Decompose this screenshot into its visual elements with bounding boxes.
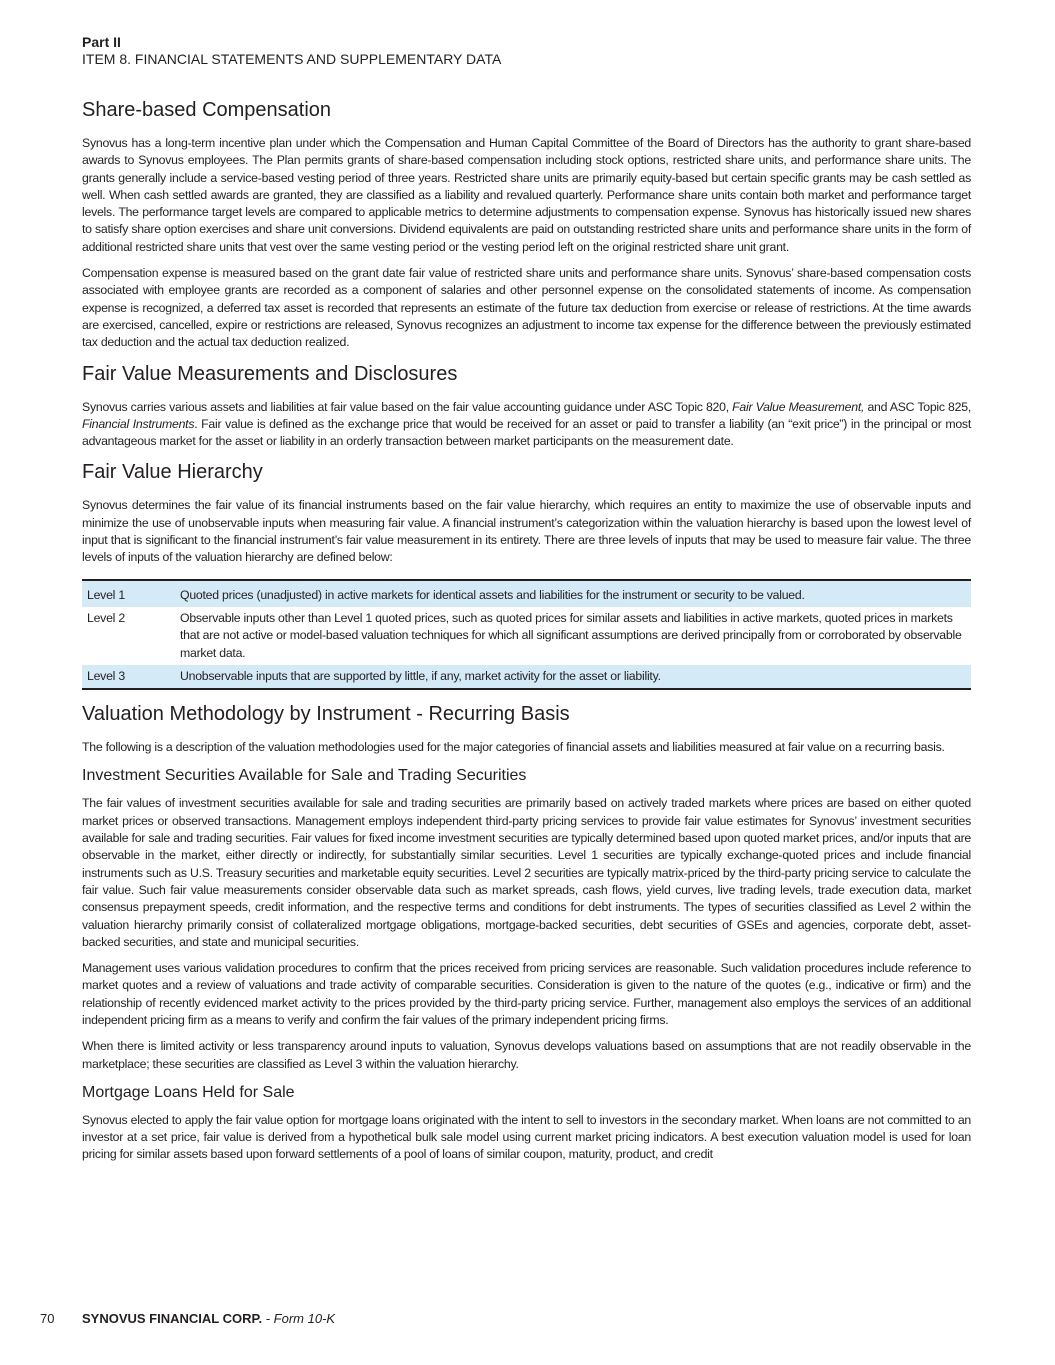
level-label: Level 2 [87, 610, 125, 625]
page-footer [40, 1311, 335, 1326]
level-description: Unobservable inputs that are supported by little, if any, market activity for the asset or liability. [175, 665, 971, 689]
level-label: Level 3 [82, 665, 175, 689]
company-name: SYNOVUS FINANCIAL CORP. [82, 1311, 263, 1326]
subsection-title-investment-securities: Investment Securities Available for Sale and Trading Securities [82, 767, 527, 785]
page-number: 70 [40, 1311, 55, 1326]
paragraph: Synovus determines the fair value of its financial instruments based on the fair value hierarchy, which requires an entity to maximize the use of observable inputs and minimize the use of unobservable inputs when measuring fair value. A financial instrument’s categorization within the valuation hierarchy is based upon the lowest level of input that is significant to the financial instrument’s fair value measurement in its entirety. There are three levels of inputs that may be used to measure fair value. The three levels of inputs of the valuation hierarchy are defined below: [82, 498, 971, 565]
level-label: Level 1 [82, 580, 175, 607]
table-row [82, 665, 971, 689]
fair-value-levels-table [82, 579, 971, 690]
page-content [82, 34, 971, 1173]
paragraph: Synovus has a long-term incentive plan under which the Compensation and Human Capital Committee of the Board of Directors has the authority to grant share-based awards to Synovus employees. The Plan permits grants of share-based compensation including stock options, restricted share units, and performance share units. The grants generally include a service-based vesting period of three years. Restricted share units are primarily equity-based but certain specific grants may be cash settled as well. When cash settled awards are granted, they are classified as a liability and revalued quarterly. Performance share units contain both market and performance target levels. The performance target levels are compared to applicable metrics to determine adjustments to compensation expense. Synovus has historically issued new shares to satisfy share option exercises and share unit conversions. Dividend equivalents are paid on outstanding restricted share units and performance share units in the form of additional restricted share units that vest over the same vesting period or the vesting period left on the original restricted share unit grant. [82, 136, 971, 254]
paragraph: Synovus carries various assets and liabilities at fair value based on the fair value accounting guidance under ASC Topic 820, Fair Value Measurement, and ASC Topic 825, Financial Instruments. Fair value is defined as the exchange price that would be received for an asset or paid to transfer a liability (an “exit price”) in the principal or most advantageous market for the asset or liability in an orderly transaction between market participants on the measurement date. [82, 399, 971, 449]
item-label: ITEM 8. FINANCIAL STATEMENTS AND SUPPLEMENTARY DATA [82, 51, 502, 67]
section-title-share-based-compensation: Share-based Compensation [82, 99, 332, 121]
section-title-fair-value-hierarchy: Fair Value Hierarchy [82, 461, 263, 484]
part-label: Part II [82, 34, 121, 50]
form-label: - Form 10-K [262, 1311, 336, 1326]
level-description: Observable inputs other than Level 1 quoted prices, such as quoted prices for similar assets and liabilities in active markets, quoted prices in markets that are not active or model-based valuation techniques for which all significant assumptions are derived principally from or corroborated by observable market data. [180, 610, 962, 660]
section-title-valuation-methodology: Valuation Methodology by Instrument - Recurring Basis [82, 703, 570, 726]
paragraph: Management uses various validation procedures to confirm that the prices received from pricing services are reasonable. Such validation procedures include reference to market quotes and a review of valuations and trade activity of comparable securities. Consideration is given to the nature of the quotes (e.g., indicative or firm) and the relationship of recently evidenced market activity to the prices provided by the third-party pricing service. Further, management also employs the services of an additional independent pricing firm as a means to verify and confirm the fair values of the primary independent pricing firms. [82, 961, 971, 1027]
paragraph: When there is limited activity or less transparency around inputs to valuation, Synovus develops valuations based on assumptions that are not readily observable in the marketplace; these securities are classified as Level 3 within the valuation hierarchy. [82, 1039, 971, 1071]
level-description: Quoted prices (unadjusted) in active markets for identical assets and liabilities for the instrument or security to be valued. [175, 580, 971, 607]
paragraph: Synovus elected to apply the fair value option for mortgage loans originated with the intent to sell to investors in the secondary market. When loans are not committed to an investor at a set price, fair value is derived from a hypothetical bulk sale model using current market pricing indicators. A best execution valuation model is used for loan pricing for similar assets based upon forward settlements of a pool of loans of similar coupon, maturity, product, and credit [82, 1112, 971, 1162]
table-row [82, 607, 971, 665]
subsection-title-mortgage-loans: Mortgage Loans Held for Sale [82, 1083, 295, 1101]
section-title-fair-value-measurements: Fair Value Measurements and Disclosures [82, 362, 458, 385]
paragraph: The fair values of investment securities available for sale and trading securities are primarily based on actively traded markets where prices are based on either quoted market prices or observed transactions. Management employs independent third-party pricing services to provide fair value estimates for Synovus’ investment securities available for sale and trading securities. Fair values for fixed income investment securities are typically determined based upon quoted market prices, and/or inputs that are observable in the market, either directly or indirectly, for substantially similar securities. Level 1 securities are typically exchange-quoted prices and include financial instruments such as U.S. Treasury securities and marketable equity securities. Level 2 securities are typically matrix-priced by the third-party pricing service to calculate the fair value. Such fair value measurements consider observable data such as market spreads, cash flows, yield curves, live trading levels, trade execution data, market consensus prepayment speeds, credit information, and the respective terms and conditions for debt instruments. The types of securities classified as Level 2 within the valuation hierarchy primarily consist of collateralized mortgage obligations, mortgage-backed securities, debt securities of GSEs and agencies, corporate debt, asset-backed securities, and state and municipal securities. [82, 796, 971, 949]
table-row [82, 580, 971, 607]
paragraph: The following is a description of the valuation methodologies used for the major categories of financial assets and liabilities measured at fair value on a recurring basis. [82, 740, 945, 755]
paragraph: Compensation expense is measured based on the grant date fair value of restricted share units and performance share units. Synovus’ share-based compensation costs associated with employee grants are recorded as a component of salaries and other personnel expense on the consolidated statements of income. As compensation expense is recognized, a deferred tax asset is recorded that represents an estimate of the future tax deduction from exercise or release of restrictions. At the time awards are exercised, cancelled, expire or restrictions are released, Synovus recognizes an adjustment to income tax expense for the difference between the previously estimated tax deduction and the actual tax deduction realized. [82, 266, 971, 350]
